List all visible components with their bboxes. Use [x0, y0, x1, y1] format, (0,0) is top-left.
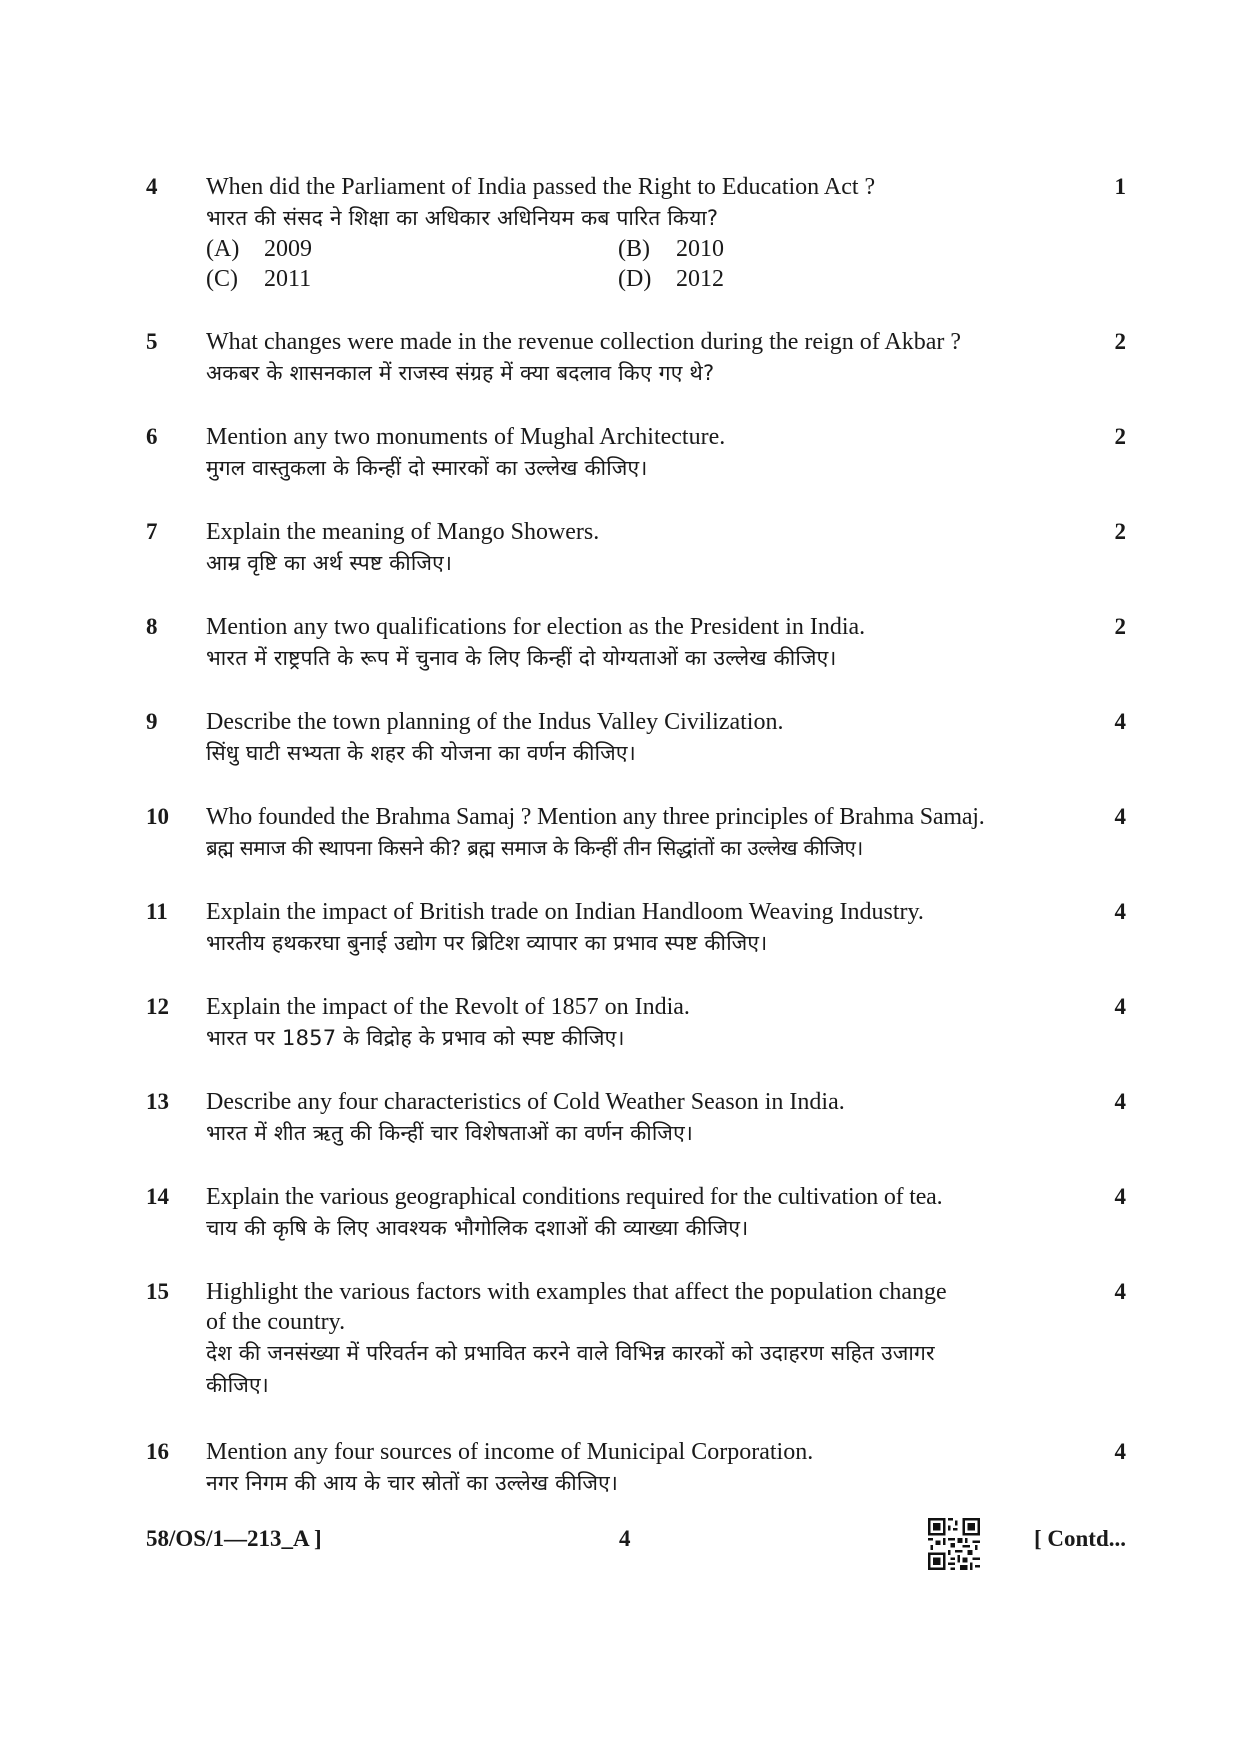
- question-text-english: Mention any two monuments of Mughal Architecture.: [206, 424, 726, 450]
- question-text-hindi: मुगल वास्तुकला के किन्हीं दो स्मारकों का उल्लेख कीजिए।: [206, 456, 648, 480]
- question-text-hindi: आम्र वृष्टि का अर्थ स्पष्ट कीजिए।: [206, 551, 453, 575]
- question-text-english: Explain the various geographical conditions required for the cultivation of tea.: [206, 1184, 943, 1210]
- option-text: 2010: [676, 236, 724, 262]
- question-number: 15: [146, 1279, 169, 1304]
- question-text-english: What changes were made in the revenue collection during the reign of Akbar ?: [206, 329, 962, 355]
- option-letter: (D): [618, 266, 652, 292]
- question-text-hindi: अकबर के शासनकाल में राजस्व संग्रह में क्या बदलाव किए गए थे?: [206, 361, 715, 385]
- question-text-hindi: चाय की कृषि के लिए आवश्यक भौगोलिक दशाओं की व्याख्या कीजिए।: [206, 1216, 749, 1240]
- option-letter: (A): [206, 236, 240, 262]
- question-14: [146, 1182, 1126, 1244]
- question-text-english: Describe any four characteristics of Cold Weather Season in India.: [206, 1089, 845, 1115]
- question-4: [146, 172, 1126, 294]
- question-text-hindi: सिंधु घाटी सभ्यता के शहर की योजना का वर्णन कीजिए।: [206, 741, 636, 765]
- question-text-hindi: ब्रह्म समाज की स्थापना किसने की? ब्रह्म समाज के किन्हीं तीन सिद्धांतों का उल्लेख कीजिए।: [206, 836, 863, 860]
- question-number: 13: [146, 1089, 169, 1114]
- question-7: [146, 517, 1126, 579]
- question-text-english: Explain the impact of the Revolt of 1857 on India.: [206, 994, 690, 1020]
- question-16: [146, 1437, 1126, 1499]
- question-8: [146, 612, 1126, 674]
- option-b: [618, 234, 918, 264]
- question-text-english: Explain the impact of British trade on Indian Handloom Weaving Industry.: [206, 899, 924, 925]
- qr-code-icon: [928, 1518, 980, 1570]
- question-marks: 2: [1114, 519, 1126, 544]
- question-marks: 1: [1114, 174, 1126, 199]
- option-letter: (B): [618, 236, 650, 262]
- question-number: 5: [146, 329, 158, 354]
- option-a: [206, 234, 618, 264]
- question-number: 10: [146, 804, 169, 829]
- question-text-english: Mention any two qualifications for election as the President in India.: [206, 614, 866, 640]
- question-6: [146, 422, 1126, 484]
- question-marks: 4: [1114, 1279, 1126, 1304]
- question-number: 11: [146, 899, 168, 924]
- options-grid: [206, 234, 1066, 294]
- option-d: [618, 264, 918, 294]
- option-c: [206, 264, 618, 294]
- question-marks: 4: [1114, 1184, 1126, 1209]
- question-text-english: Explain the meaning of Mango Showers.: [206, 519, 600, 545]
- question-number: 4: [146, 174, 158, 199]
- question-13: [146, 1087, 1126, 1149]
- question-text-hindi: भारत पर 1857 के विद्रोह के प्रभाव को स्पष्ट कीजिए।: [206, 1026, 625, 1050]
- question-marks: 4: [1114, 1439, 1126, 1464]
- question-marks: 2: [1114, 329, 1126, 354]
- question-number: 6: [146, 424, 158, 449]
- question-text-english: Highlight the various factors with examples that affect the population change of the country.: [206, 1279, 947, 1335]
- question-number: 16: [146, 1439, 169, 1464]
- question-5: [146, 327, 1126, 389]
- continued-label: [ Contd...: [1033, 1526, 1126, 1551]
- question-text-hindi: नगर निगम की आय के चार स्रोतों का उल्लेख कीजिए।: [206, 1471, 619, 1495]
- question-number: 9: [146, 709, 158, 734]
- question-marks: 4: [1114, 899, 1126, 924]
- question-text-hindi: भारत में शीत ऋतु की किन्हीं चार विशेषताओं का वर्णन कीजिए।: [206, 1121, 694, 1145]
- option-text: 2009: [264, 236, 312, 262]
- question-number: 7: [146, 519, 158, 544]
- question-marks: 4: [1114, 804, 1126, 829]
- page-number: 4: [619, 1526, 631, 1551]
- paper-code: 58/OS/1—213_A ]: [146, 1526, 322, 1551]
- question-number: 8: [146, 614, 158, 639]
- option-letter: (C): [206, 266, 238, 292]
- question-12: [146, 992, 1126, 1054]
- option-text: 2012: [676, 266, 724, 292]
- question-marks: 2: [1114, 614, 1126, 639]
- page-footer: [146, 1526, 1126, 1586]
- question-number: 14: [146, 1184, 169, 1209]
- question-text-english: Describe the town planning of the Indus Valley Civilization.: [206, 709, 784, 735]
- question-marks: 4: [1114, 709, 1126, 734]
- question-marks: 2: [1114, 424, 1126, 449]
- question-text-hindi: भारतीय हथकरघा बुनाई उद्योग पर ब्रिटिश व्यापार का प्रभाव स्पष्ट कीजिए।: [206, 931, 768, 955]
- question-10: [146, 802, 1126, 864]
- question-text-hindi: भारत की संसद ने शिक्षा का अधिकार अधिनियम कब पारित किया?: [206, 206, 719, 230]
- question-text-english: When did the Parliament of India passed the Right to Education Act ?: [206, 174, 876, 200]
- question-15: [146, 1277, 1126, 1401]
- question-marks: 4: [1114, 1089, 1126, 1114]
- option-text: 2011: [264, 266, 312, 292]
- question-text-hindi: भारत में राष्ट्रपति के रूप में चुनाव के लिए किन्हीं दो योग्यताओं का उल्लेख कीजिए।: [206, 646, 837, 670]
- question-text-english: Mention any four sources of income of Municipal Corporation.: [206, 1439, 814, 1465]
- question-marks: 4: [1114, 994, 1126, 1019]
- question-text-english: Who founded the Brahma Samaj ? Mention any three principles of Brahma Samaj.: [206, 804, 985, 830]
- question-number: 12: [146, 994, 169, 1019]
- question-9: [146, 707, 1126, 769]
- question-text-hindi: देश की जनसंख्या में परिवर्तन को प्रभावित करने वाले विभिन्न कारकों को उदाहरण सहित उजागर कीजिए।: [206, 1341, 935, 1397]
- question-11: [146, 897, 1126, 959]
